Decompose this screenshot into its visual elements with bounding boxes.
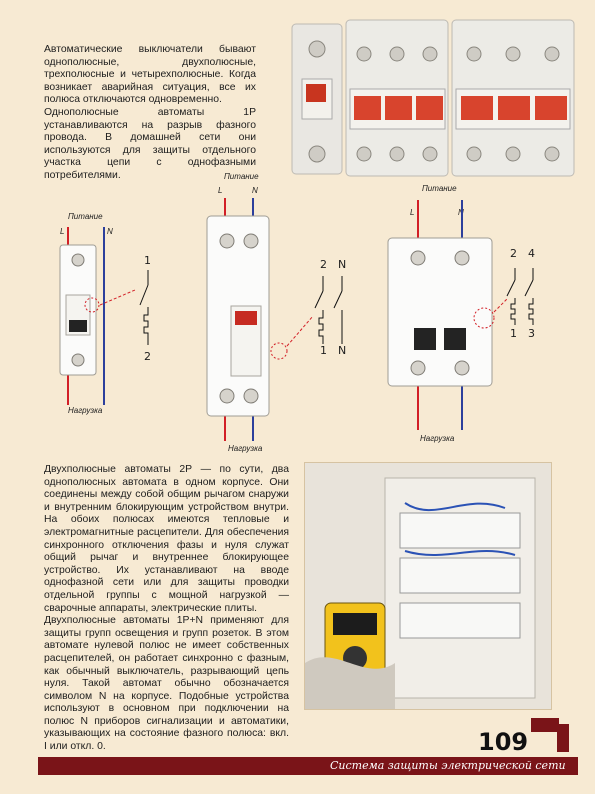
body-paragraph-1: Двухполюсные автоматы 2Р — по сути, два однополюсных автомата в одном корпусе. Они соединены между собой общим рычагом снаружи и внутренним блокирующим устройством внутри. На обоих полюсах имеются тепловые и электромагнитные расцепители. Для обеспечения синхронного отключения фазы и нуля служат общий рычаг и внутреннее блокирующее устройство. Их устанавливают на вводе однофазной сети или для защиты проводки отдельной группы с мощной нагрузкой — сварочные аппараты, электрические плиты. [44,464,289,614]
terminal-bottom-2: 3 [528,327,535,340]
supply-label: Питание [422,184,457,193]
neutral-label: N [252,186,258,195]
two-pole-drawing [380,198,580,433]
terminal-bottom-neutral: N [338,344,347,357]
body-text [44,464,289,754]
terminal-top-phase: 2 [320,258,327,271]
supply-label: Питание [224,172,259,181]
1p-n-drawing [195,196,365,446]
load-label: Нагрузка [420,434,455,443]
intro-paragraph-2: Однополюсные автоматы 1Р устанавливаются на разрыв фазного провода. В домашней сети они используются для защиты отдельного участка цепи с однофазными потребителями. [44,106,256,181]
phase-label: L [410,208,415,217]
terminal-top-1: 2 [510,247,517,260]
terminal-top: 1 [144,254,151,267]
terminal-top-2: 4 [528,247,535,260]
page-number: 109 [478,728,529,756]
single-pole-drawing [40,225,190,410]
terminal-bottom: 2 [144,350,151,363]
load-label: Нагрузка [228,444,263,453]
load-label: Нагрузка [68,406,103,415]
body-paragraph-2: Двухполюсные автоматы 1Р+N применяют для защиты групп освещения и групп розеток. В этом автомате нулевой полюс не имеет собственных расцепителей, он работает синхронно с фазным, как обычный выключатель, разрывающий цепь нуля. Такой автомат обычно обозначается символом N на корпусе. Подобные устройства используют в основном при подключении на полюс N приборов сигнализации и автоматики, указывающих на состояние фазного полюса: вкл. I или откл. 0. [44,615,289,753]
phase-label: L [218,186,223,195]
pipe-icon [527,712,573,754]
neutral-label: N [458,208,464,217]
terminal-bottom-phase: 1 [320,344,327,357]
terminal-top-neutral: N [338,258,347,271]
intro-paragraph-1: Автоматические выключатели бывают однополюсные, двухполюсные, трехполюсные и четырехполюсные. Когда возникает аварийная ситуация, все их полюса отключаются одновременно. [44,44,256,106]
section-title: Система защиты электрической сети [330,759,566,772]
phase-label: L [60,227,65,236]
breakers-photo [284,14,579,180]
supply-label: Питание [68,212,103,221]
terminal-bottom-1: 1 [510,327,517,340]
panel-with-multimeter-photo [304,462,552,710]
neutral-label: N [107,227,113,236]
intro-text [44,44,256,183]
